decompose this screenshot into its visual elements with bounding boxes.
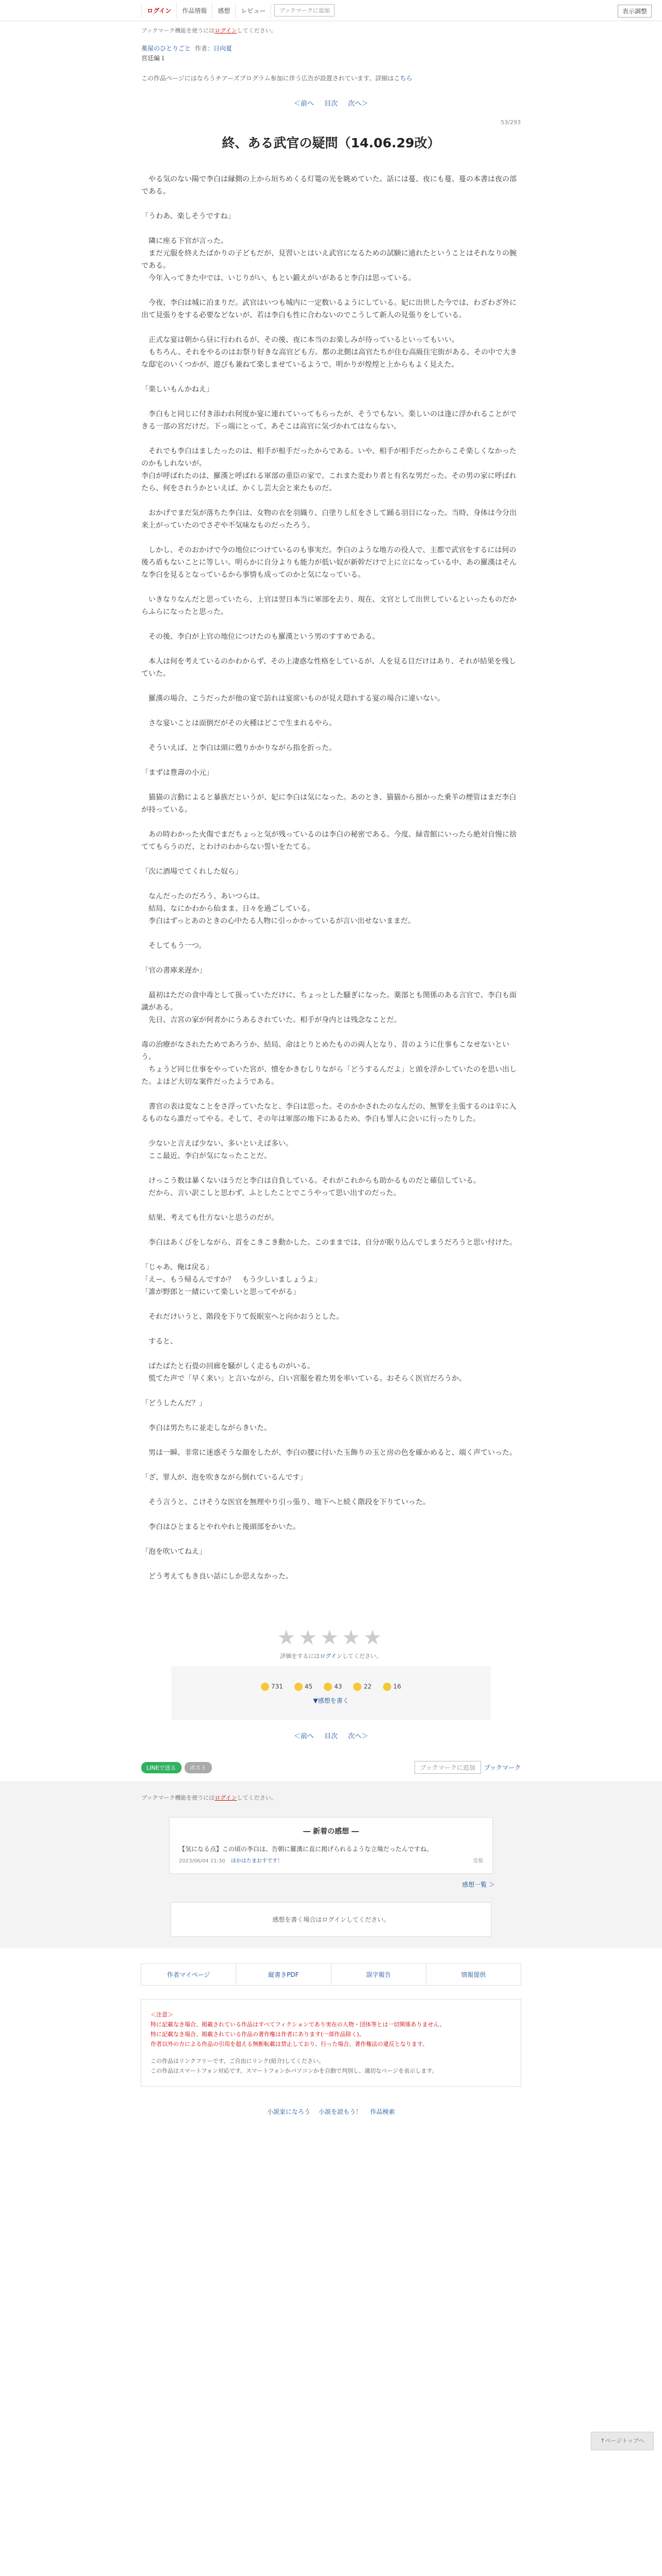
novel-line: それでも李白はましたったのは、相手が根手だったからである。いや、相手が相手だったからこそ楽しくなかったのかもしれないが。 [141,447,517,468]
novel-line: 今夜、李白は城に泊まりだ。武官はいつも城内に一定数いるようにしている。妃に出世した今では、わざわざ外に出て見張りをする必要などないが、若は李白も性に合わないのでこうして新人の見張りをしている。 [141,299,517,319]
pager-top [141,98,521,108]
novel-line: 正式な宴は朝から昼に行われるが、その後、夜に本当のお楽しみが待っているといってもいい。 [141,336,459,344]
blank-line [141,878,521,890]
toc-link[interactable]: 目次 [324,100,338,108]
toc-link-bottom[interactable]: 目次 [324,1733,338,1740]
bookmark-notice-bottom: ブックマーク機能を使うにはログインしてください。 [141,1794,277,1801]
thumbs-up-icon [261,1683,269,1691]
next-link-bottom[interactable]: 次へ＞ [348,1733,369,1740]
novel-line: いきなりなんだと思っていたら、上官は翌日本当に軍部を去り、現在、文官として出世しているといったものだからふらになったと思った。 [141,596,517,616]
blank-line [141,730,521,742]
novel-line: 猫猫の言動によると暴族だというが、妃に李白は気になった。あのとき、猫猫から預かった乗羊の煙管はまだ李白が持っている。 [141,793,517,814]
blank-line [141,433,521,445]
blank-line [141,581,521,594]
bookmark-notice: ブックマーク機能を使うにはログインしてください。 [141,27,277,34]
x-post-button[interactable]: ポスト [185,1762,212,1773]
novel-line: その後、李白が上官の地位につけたのも羅漢という男のすすめである。 [141,633,379,641]
blank-line [141,1385,521,1397]
new-impression-heading: ― 新着の感想 ― [303,1827,359,1836]
novel-line: すると、 [141,1337,177,1346]
page-top-button[interactable]: ↑ページトップへ [591,2432,654,2450]
pager-bottom [141,1731,521,1740]
novel-line: 「楽しいもんかねえ」 [141,385,213,394]
caution-box [141,1999,521,2087]
novel-line: 李白が呼ばれたのは、羅漢と呼ばれる軍部の重臣の家で、これまた変わり者と有名な男だった。その男の家に呼ばれたら、何をされうかといえば、かくし芸大会と来たものだ。 [141,472,517,493]
novel-line: そう言うと、こけそうな医官を無理やり引っ張り、地下へと続く階段を下りていった。 [141,1498,430,1506]
blank-line [141,1199,521,1212]
bookmark-add-button[interactable]: ブックマークに追加 [274,4,334,16]
blank-line [141,754,521,767]
reaction-count: 731 [271,1683,283,1690]
reaction-box [171,1666,491,1720]
page-number: 53/293 [501,119,521,126]
blank-line [141,1410,521,1422]
blank-line [141,1484,521,1496]
review-link[interactable]: レビュー [236,3,271,18]
rating-login-link[interactable]: ログイン [320,1653,342,1659]
new-impression-text: 【気になる点】この頃の李白は、告朝に羅漢に直に掲げられるような立場だったんですね。 [179,1845,433,1853]
report-link[interactable]: 受報 [473,1858,483,1864]
blank-line [141,495,521,507]
novel-line: 「ざ、罪人が、泡を吹きながら倒れているんです」 [141,1473,307,1482]
footer-link[interactable]: 縦書きPDF [236,1964,331,1985]
blank-line [141,1459,521,1471]
footer-link[interactable]: 誤字報告 [332,1964,426,1985]
novel-line: 李白は男たちに並走しながらきいた。 [141,1424,271,1432]
novel-line: ちょうど同じ仕事をやっていた宮が、憤をかきむしりながら「どうするんだよ」と頭を浮かしていたのを思い出した。よほど大切な案件だったようである。 [141,1065,517,1086]
bookmark-add-button-bottom[interactable]: ブックマークに追加 [415,1761,481,1774]
novel-line: 慌てた声で「早く来い」と言いながら、白い宮服を着た男を率いている。おそらく医官だろうか。 [141,1375,466,1383]
caution-line: 特に記載なき場合、掲載されている作品の著作権は作者にあります(一部作品除く)。 [151,2031,365,2038]
rating-stars[interactable]: ★★★★★ [277,1626,385,1650]
reaction-item[interactable] [261,1683,283,1691]
prev-link-bottom[interactable]: ＜前へ [293,1733,314,1740]
blank-line [141,223,521,235]
blank-line [141,532,521,544]
impressions-section [0,1781,662,1948]
bottom-nav-link[interactable]: 小説を読もう！ [318,2108,362,2115]
reaction-count: 45 [304,1683,313,1690]
reaction-count: 43 [334,1683,342,1690]
blank-line [141,1434,521,1447]
caution-info-line: この作品はスマートフォン対応です。スマートフォンかパソコンかを自動で判別し、適切なページを表示します。 [151,2067,438,2074]
novel-line: なんだったのだろう、あいつらは。 [141,892,264,901]
ad-notice: この作品ページにはなろうチアーズプログラム参加に伴う広告が設置されています。詳細はこちら [141,75,412,82]
novel-line: さな宴いことは面倒だがその火種はどこで生まれるやら。 [141,719,336,727]
blank-line [141,853,521,866]
novel-line: 少ないと言えば少ない、多いといえば多い。 [141,1140,293,1148]
impressions-link[interactable]: 感想 [212,3,236,18]
novel-line: 李白はあくびをしながら、首をこきこき動かした。このままでは、自分が眠り込んでしまうだろうと思い付けた。 [141,1239,517,1247]
blank-line [141,371,521,383]
notice-login-link-bottom[interactable]: ログイン [214,1794,237,1801]
reaction-item[interactable] [353,1683,371,1691]
novel-line: だから、言い訳こしと思わず、ふとしたことでこうやって思い出すのだった。 [141,1189,401,1197]
novel-line: 隣に座る下官が言った。 [141,237,228,245]
blank-line [141,1249,521,1261]
display-settings-button[interactable]: 表示調整 [618,5,652,18]
novel-line: もちろん、それをやるのはお祭り好きな高官ども方。都の北側は高官たちが住む高級住宅街がある。その中で大きな邸宅のいくつかが、遊びも兼ねて楽しませているようで、明かりが煌煌と上からもよく見えた。 [141,348,517,369]
bottom-nav [0,2107,662,2116]
novel-line: やる気のない陽で李白は縁側の上から垣ちめくる灯篭の光を眺めていた。話には蔓、夜にも蔓、蔓の本書は夜の部である。 [141,175,517,196]
novel-line: 結局、なにかわから仙まま、日々を過ごしている。 [141,905,315,913]
blank-line [141,1533,521,1546]
novel-line: しかし、そのおかげで今の地位につけているのも事実だ。李白のような地方の役人で、主都で武官をするには何の後ろ盾もないことに等しい。明らかに自分よりも能力が低い奴が新幹だけで上に立になっている中、あの羅漢はそんな李白を見るとなっているから事情も成ってのかと気になっている。 [141,546,517,579]
reaction-list [171,1683,491,1691]
ad-notice-link[interactable]: こちら [393,75,412,82]
reaction-item[interactable] [383,1683,401,1691]
crying-icon [383,1683,391,1691]
reaction-item[interactable] [294,1683,312,1691]
share-tools [141,1761,521,1774]
bookmark-link[interactable]: ブックマーク [484,1764,521,1771]
novel-line: 李白もと同じに付き添われ何度か宴に連れていってもらったが、そうでもない。楽しいのは逢に浮かれることができる一部の宮だけだ。下っ端にとって、あそこは高官に気づかれてはならない。 [141,410,517,431]
novel-line: 最初はただの食中毒として扱っていただけに、ちょっとした騒ぎになった。薬部とも関係のある言官で、李白も面識がある。 [141,991,517,1012]
footer-links [141,1963,521,1986]
reaction-count: 16 [393,1683,402,1690]
blank-line [141,284,521,297]
reaction-count: 22 [363,1683,372,1690]
blank-line [141,643,521,655]
new-impression-meta: 2023/06/04 21:30 ほかはたまおすです！ 受報 [179,1856,483,1864]
novel-line: 「じゃあ、俺は戻る」 [141,1263,213,1272]
footer-link[interactable]: 情報提供 [461,1971,486,1978]
bottom-nav-link[interactable]: 小説家になろう [267,2108,310,2115]
blank-line [141,1323,521,1335]
novel-line: 「誰が野郎と一緒にいて楽しいと思ってやがる」 [141,1288,300,1296]
blank-line [141,321,521,334]
notice-login-link[interactable]: ログイン [214,27,237,34]
chapter-title: 終、ある武官の疑問（14.06.29改） [222,135,440,150]
novel-line: 今年入ってきた中では、いじりがい、もとい鍛えがいがあると李白は思っている。 [141,274,416,282]
novel-line: どう考えてもき良い話にしか思えなかった。 [141,1572,293,1581]
novel-line: そしてもう一つ。 [141,942,206,950]
blank-line [141,1348,521,1360]
footer-link[interactable]: 作者マイページ [141,1964,236,1985]
grin-icon [353,1683,361,1691]
caution-info-line: この作品はリンクフリーです。ご自由にリンク(紹介)してください。 [151,2058,324,2064]
novel-line: それだけいうと、階段を下りて仮眠室へと向かおうとした。 [141,1313,343,1321]
novel-line: 李白はひとまるとやれやれと後頭部をかいた。 [141,1523,300,1531]
novel-line: 「次に酒場でてくれした奴ら」 [141,868,242,876]
blank-line [141,198,521,210]
bottom-nav-link[interactable]: 作品検索 [370,2108,395,2115]
blank-line [141,1162,521,1175]
blank-line [141,1298,521,1311]
series-title-link[interactable]: 薬屋のひとりごと [141,45,191,52]
blank-line [141,1125,521,1138]
new-impression-link[interactable]: ほかはたまおすです！ [230,1858,283,1864]
rating-note: 評価をするにはログインしてください。 [280,1653,382,1659]
caution-line: 作者以外の方による作品の引用を超える無断転載は禁止しており、行った場合、著作権法の違反となります。 [151,2041,428,2047]
novel-line: まだ元服を終えたばかりの子どもだが、見習いとはいえ武官になるための試験に通れたということはそれなりの腕である。 [141,249,517,270]
novel-line: 「うわあ、楽しそうですね」 [141,212,235,221]
heart-eyes-icon [294,1683,303,1691]
line-share-button[interactable]: LINEで送る [141,1762,181,1773]
novel-line: 羅漢の場合、こうだったが他の宴で訪れは宴席いものが見え隠れする宴の場合に違いない。 [141,694,444,703]
reaction-item[interactable] [324,1683,342,1691]
novel-line: あの時わかった火傷でまだちょっと気が残っているのは李白の秘密である。今度、緑青館にいったら絶対自慢に捨ててもらうのだ、とわけのわからない誓いをたてる。 [141,831,517,851]
novel-line: 毒の治療がなされたためであろうか、結局、命はとりとめたものの両人となり、昔のように仕事もこなせないという。 [141,1041,509,1061]
novel-body [141,173,521,1595]
novel-line: けっこう数は暴くないほうだと李白は自負している。それがこれからも助かるものだと確信している。 [141,1177,481,1185]
blank-line [141,927,521,940]
blank-line [141,1509,521,1521]
blank-line [141,618,521,631]
blank-line [141,779,521,791]
impressions-all-link[interactable]: 感想一覧 ＞ [462,1881,495,1888]
blank-line [141,816,521,828]
blank-line [141,680,521,692]
novel-line: おかげでまだ気が落ちた李白は、女物の衣を羽織り、白塗りし紅をさして踊る羽目になった。当時、身体は今分出来上がっていたのでさぞや不気味なものだったろう。 [141,509,517,530]
novel-line: ばたばたと石畳の回廊を騒がしく走るものがいる。 [141,1362,315,1370]
caution-line: 特に記載なき場合、掲載されている作品はすべてフィクションであり実在の人物・団体等とは一切関係ありません。 [151,2021,445,2028]
author-link[interactable]: 日向夏 [213,45,233,52]
series-header: 薬屋のひとりごと 作者：日向夏 宮廷編１ [141,44,521,63]
laugh-icon [324,1683,332,1691]
blank-line [141,952,521,964]
novel-line: 「えー、もう帰るんですか？ もう少しいましょうよ」 [141,1276,322,1284]
write-impression-link[interactable]: ▼感想を書く [313,1697,349,1704]
write-login-box: 感想を書く場合はログインしてください。 [171,1902,491,1937]
novel-line: 本人は何を考えているのかわからず、その上凄惑な性格をしているが、人を見る目だけはあり、それが結果を残していた。 [141,657,516,678]
login-button[interactable]: ログイン [141,3,177,18]
novel-line: 李白はずっとあのときの心中たる人物に引っかかっているが言い出せないままだ。 [141,917,416,925]
blank-line [141,396,521,408]
novel-line: そういえば、と李白は頭に甦りかかりながら指を折った。 [141,744,336,752]
novel-line: ここ最近、李白が気になったことだ。 [141,1152,271,1160]
novel-line: 「泡を吹いてねえ」 [141,1548,206,1556]
novel-line: 「どうしたんだ？」 [141,1399,206,1408]
blank-line [141,1088,521,1100]
blank-line [141,705,521,717]
blank-line [141,977,521,989]
chapter-group: 宮廷編１ [141,55,167,62]
next-link[interactable]: 次へ＞ [348,100,369,108]
top-bar [0,0,662,21]
novel-line: 先日、吉宮の家が何者かにうあるされていた。相手が身内とは残念なことだ。 [141,1016,401,1024]
novel-line: 結果、考えても仕方ないと思うのだが。 [141,1214,278,1222]
novel-line: 書官の表は変なことをさ浮っていたなと、李白は思った。そのかかされたのなんだの、無罪を主張するのは辛に入るものなら誰だってやる。そして、その年は軍部の地下にあるため、李白も罪人に会いに行ったりした。 [141,1103,517,1123]
caution-title: ＜注意＞ [151,2011,173,2018]
blank-line [141,1224,521,1236]
new-impression-card [169,1817,493,1874]
works-info-link[interactable]: 作品情報 [177,3,212,18]
blank-line [141,1583,521,1595]
novel-line: 「まずは豊壽の小元」 [141,769,213,777]
blank-line [141,1558,521,1570]
novel-line: 「官の書庫来遅か」 [141,967,206,975]
prev-link[interactable]: ＜前へ [293,100,314,108]
novel-line: 男は一瞬、非常に迷惑そうな顔をしたが、李白の腰に付いた玉飾りの玉と房の色を確かめると、端く声ていった。 [141,1449,517,1457]
blank-line [141,1026,521,1039]
